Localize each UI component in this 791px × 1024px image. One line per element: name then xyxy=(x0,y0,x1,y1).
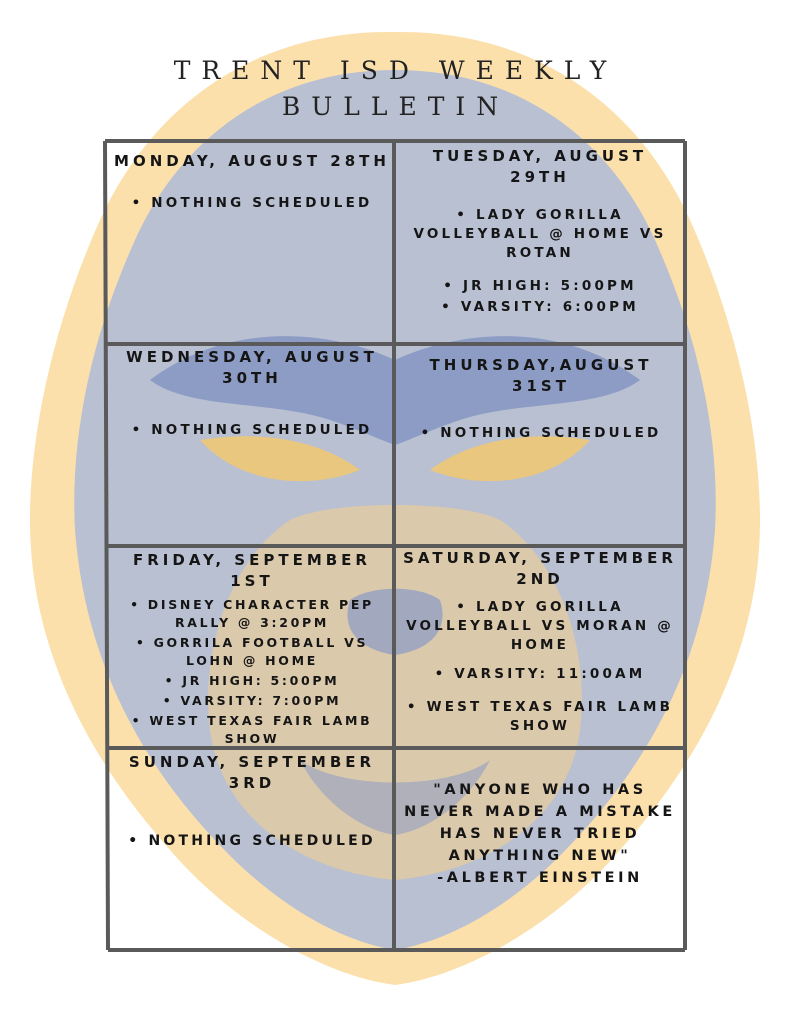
tuesday-cell xyxy=(400,146,680,326)
bulletin-title-line-2: BULLETIN xyxy=(281,92,510,121)
saturday-item-2: • VARSITY: 11:00AM xyxy=(434,666,646,682)
tuesday-heading: TUESDAY, AUGUST 29TH xyxy=(432,147,648,186)
quote-text: "ANYONE WHO HAS NEVER MADE A MISTAKE HAS NEVER TRIED ANYTHING NEW" xyxy=(404,782,676,864)
monday-cell xyxy=(112,151,392,222)
friday-cell xyxy=(112,550,392,750)
sunday-heading: SUNDAY, SEPTEMBER 3RD xyxy=(128,753,376,792)
monday-item-1: • NOTHING SCHEDULED xyxy=(131,195,373,211)
saturday-cell xyxy=(400,548,680,745)
friday-item-4: • VARSITY: 7:00PM xyxy=(162,693,342,708)
thursday-item-1: • NOTHING SCHEDULED xyxy=(420,425,662,441)
friday-item-3: • JR HIGH: 5:00PM xyxy=(164,673,340,688)
wednesday-cell xyxy=(112,347,392,449)
friday-item-2: • GORRILA FOOTBALL VS LOHN @ HOME xyxy=(135,635,369,668)
saturday-item-1: • LADY GORILLA VOLLEYBALL VS MORAN @ HOME xyxy=(406,599,674,653)
quote-author: -ALBERT EINSTEIN xyxy=(437,870,643,886)
thursday-heading: THURSDAY,AUGUST 31ST xyxy=(429,356,653,395)
monday-heading: MONDAY, AUGUST 28TH xyxy=(114,152,390,170)
thursday-cell xyxy=(400,355,682,452)
quote-cell xyxy=(400,779,680,889)
tuesday-item-3: • VARSITY: 6:00PM xyxy=(441,299,639,315)
wednesday-heading: WEDNESDAY, AUGUST 30TH xyxy=(126,348,378,387)
tuesday-item-1: • LADY GORILLA VOLLEYBALL @ HOME VS ROTAN xyxy=(413,207,667,261)
friday-heading: FRIDAY, SEPTEMBER 1ST xyxy=(133,551,371,590)
sunday-item-1: • NOTHING SCHEDULED xyxy=(128,833,376,849)
tuesday-item-2: • JR HIGH: 5:00PM xyxy=(443,278,637,294)
wednesday-item-1: • NOTHING SCHEDULED xyxy=(131,422,373,438)
saturday-item-3: • WEST TEXAS FAIR LAMB SHOW xyxy=(406,699,674,734)
sunday-cell xyxy=(112,752,392,860)
friday-item-5: • WEST TEXAS FAIR LAMB SHOW xyxy=(131,713,373,746)
friday-item-1: • DISNEY CHARACTER PEP RALLY @ 3:20PM xyxy=(130,597,374,630)
saturday-heading: SATURDAY, SEPTEMBER 2ND xyxy=(403,549,677,588)
bulletin-title-line-1: TRENT ISD WEEKLY xyxy=(173,56,618,85)
